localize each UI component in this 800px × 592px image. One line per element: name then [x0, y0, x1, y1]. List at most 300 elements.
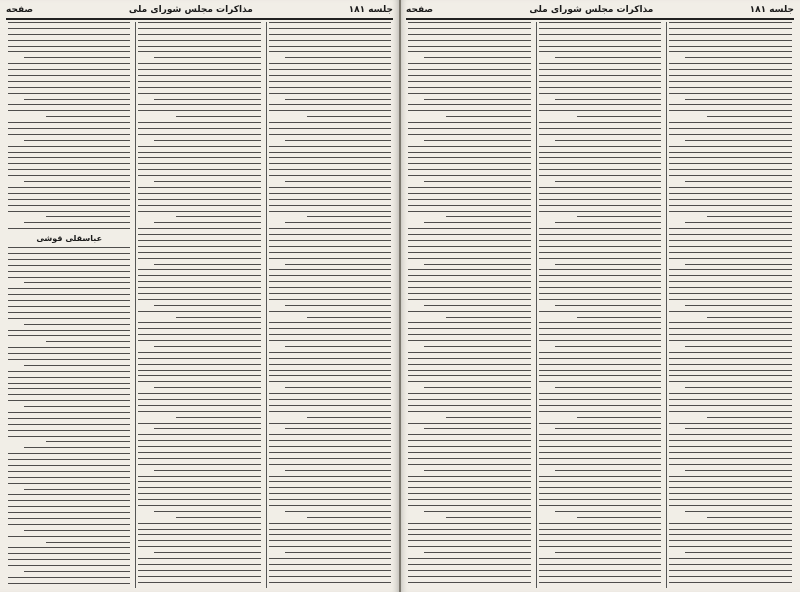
- text-line: [424, 264, 531, 265]
- text-line: [8, 81, 130, 82]
- text-line: [446, 216, 531, 217]
- text-line: [176, 317, 260, 318]
- text-line: [539, 411, 662, 412]
- text-line: [539, 322, 662, 323]
- text-line: [138, 28, 260, 29]
- text-line: [555, 428, 662, 429]
- text-line: [669, 534, 792, 535]
- text-line: [8, 93, 130, 94]
- text-column: [135, 22, 262, 588]
- text-line: [685, 305, 792, 306]
- text-line: [285, 99, 391, 100]
- text-line: [408, 258, 531, 259]
- text-line: [138, 399, 260, 400]
- text-line: [8, 122, 130, 123]
- text-line: [669, 328, 792, 329]
- text-line: [8, 388, 130, 389]
- text-line: [138, 328, 260, 329]
- text-line: [408, 163, 531, 164]
- text-line: [577, 317, 662, 318]
- text-line: [269, 499, 391, 500]
- text-line: [269, 258, 391, 259]
- text-line: [539, 193, 662, 194]
- text-line: [24, 181, 130, 182]
- text-line: [307, 417, 391, 418]
- text-line: [408, 352, 531, 353]
- right-publication-title: مذاکرات مجلس شورای ملی: [529, 5, 654, 15]
- text-line: [8, 104, 130, 105]
- text-line: [154, 552, 260, 553]
- text-line: [269, 51, 391, 52]
- text-line: [269, 122, 391, 123]
- text-line: [138, 75, 260, 76]
- text-line: [138, 546, 260, 547]
- text-line: [269, 104, 391, 105]
- text-line: [24, 571, 130, 572]
- text-line: [408, 157, 531, 158]
- text-line: [669, 370, 792, 371]
- text-line: [669, 163, 792, 164]
- text-line: [555, 470, 662, 471]
- text-line: [669, 322, 792, 323]
- text-line: [539, 157, 662, 158]
- text-column: [266, 22, 393, 588]
- text-line: [269, 352, 391, 353]
- text-line: [669, 576, 792, 577]
- text-line: [539, 187, 662, 188]
- text-line: [555, 222, 662, 223]
- text-line: [46, 441, 130, 442]
- text-line: [46, 542, 130, 543]
- text-line: [154, 140, 260, 141]
- text-line: [669, 169, 792, 170]
- text-line: [555, 57, 662, 58]
- text-line: [669, 75, 792, 76]
- text-line: [539, 505, 662, 506]
- text-line: [269, 246, 391, 247]
- text-line: [539, 228, 662, 229]
- text-line: [539, 81, 662, 82]
- text-line: [408, 75, 531, 76]
- text-line: [269, 211, 391, 212]
- text-line: [577, 116, 662, 117]
- text-line: [539, 546, 662, 547]
- text-line: [8, 347, 130, 348]
- text-line: [138, 411, 260, 412]
- text-line: [138, 128, 260, 129]
- text-line: [8, 211, 130, 212]
- text-line: [154, 428, 260, 429]
- text-line: [269, 334, 391, 335]
- text-line: [669, 546, 792, 547]
- text-line: [408, 281, 531, 282]
- text-line: [669, 287, 792, 288]
- right-session-number: جلسه ۱۸۱: [749, 5, 794, 15]
- text-line: [138, 169, 260, 170]
- text-line: [8, 247, 130, 248]
- text-line: [669, 63, 792, 64]
- text-line: [269, 163, 391, 164]
- text-line: [138, 193, 260, 194]
- text-line: [269, 63, 391, 64]
- text-line: [154, 511, 260, 512]
- text-line: [24, 282, 130, 283]
- text-line: [539, 128, 662, 129]
- text-line: [539, 199, 662, 200]
- text-line: [408, 228, 531, 229]
- text-line: [669, 452, 792, 453]
- text-line: [446, 517, 531, 518]
- text-line: [269, 446, 391, 447]
- text-line: [669, 481, 792, 482]
- text-line: [669, 81, 792, 82]
- text-line: [408, 564, 531, 565]
- text-line: [408, 240, 531, 241]
- text-line: [154, 387, 260, 388]
- text-line: [408, 69, 531, 70]
- text-line: [669, 505, 792, 506]
- text-line: [539, 75, 662, 76]
- text-line: [138, 487, 260, 488]
- text-line: [424, 428, 531, 429]
- text-line: [285, 428, 391, 429]
- text-line: [707, 216, 792, 217]
- text-line: [539, 175, 662, 176]
- text-line: [669, 393, 792, 394]
- text-line: [138, 63, 260, 64]
- text-line: [539, 564, 662, 565]
- text-line: [138, 246, 260, 247]
- text-line: [8, 277, 130, 278]
- text-line: [669, 87, 792, 88]
- text-line: [8, 294, 130, 295]
- text-line: [408, 22, 531, 23]
- text-line: [408, 146, 531, 147]
- text-line: [669, 110, 792, 111]
- text-line: [685, 346, 792, 347]
- text-line: [138, 211, 260, 212]
- text-line: [138, 275, 260, 276]
- text-line: [269, 328, 391, 329]
- text-line: [285, 387, 391, 388]
- text-line: [24, 99, 130, 100]
- text-line: [24, 489, 130, 490]
- text-line: [138, 93, 260, 94]
- text-line: [539, 487, 662, 488]
- text-line: [8, 335, 130, 336]
- text-line: [138, 51, 260, 52]
- text-line: [408, 582, 531, 583]
- text-line: [176, 517, 260, 518]
- text-line: [539, 493, 662, 494]
- text-line: [8, 500, 130, 501]
- text-line: [539, 311, 662, 312]
- text-line: [539, 163, 662, 164]
- text-line: [154, 99, 260, 100]
- text-line: [8, 288, 130, 289]
- text-line: [8, 483, 130, 484]
- text-line: [685, 140, 792, 141]
- text-line: [138, 175, 260, 176]
- text-line: [539, 269, 662, 270]
- text-line: [669, 252, 792, 253]
- text-line: [269, 423, 391, 424]
- text-line: [8, 205, 130, 206]
- text-line: [408, 405, 531, 406]
- text-line: [539, 375, 662, 376]
- text-line: [408, 481, 531, 482]
- text-line: [138, 570, 260, 571]
- text-line: [539, 51, 662, 52]
- text-line: [685, 428, 792, 429]
- text-line: [539, 358, 662, 359]
- text-line: [707, 417, 792, 418]
- text-line: [669, 446, 792, 447]
- text-line: [539, 499, 662, 500]
- text-line: [669, 104, 792, 105]
- text-line: [8, 152, 130, 153]
- text-line: [539, 293, 662, 294]
- text-line: [8, 465, 130, 466]
- text-line: [138, 234, 260, 235]
- text-line: [8, 34, 130, 35]
- text-line: [539, 381, 662, 382]
- text-line: [408, 370, 531, 371]
- text-line: [577, 517, 662, 518]
- text-line: [154, 57, 260, 58]
- text-line: [138, 228, 260, 229]
- text-line: [539, 423, 662, 424]
- text-line: [24, 140, 130, 141]
- text-line: [138, 157, 260, 158]
- text-line: [669, 258, 792, 259]
- text-line: [539, 540, 662, 541]
- text-line: [408, 534, 531, 535]
- text-line: [8, 424, 130, 425]
- text-line: [408, 104, 531, 105]
- text-line: [707, 116, 792, 117]
- text-line: [138, 440, 260, 441]
- text-line: [408, 293, 531, 294]
- text-line: [408, 364, 531, 365]
- text-line: [269, 175, 391, 176]
- text-line: [269, 458, 391, 459]
- text-line: [269, 240, 391, 241]
- text-line: [408, 134, 531, 135]
- text-line: [269, 505, 391, 506]
- text-line: [408, 393, 531, 394]
- text-line: [669, 458, 792, 459]
- text-line: [669, 411, 792, 412]
- text-line: [138, 405, 260, 406]
- text-line: [539, 63, 662, 64]
- text-line: [269, 487, 391, 488]
- text-line: [539, 69, 662, 70]
- text-line: [408, 487, 531, 488]
- text-line: [269, 128, 391, 129]
- text-line: [8, 146, 130, 147]
- text-line: [408, 558, 531, 559]
- text-line: [138, 529, 260, 530]
- text-line: [539, 234, 662, 235]
- text-line: [408, 252, 531, 253]
- text-line: [269, 582, 391, 583]
- text-line: [539, 364, 662, 365]
- text-line: [269, 399, 391, 400]
- text-line: [269, 69, 391, 70]
- text-line: [8, 471, 130, 472]
- text-line: [138, 187, 260, 188]
- text-line: [555, 264, 662, 265]
- text-line: [269, 187, 391, 188]
- text-line: [269, 540, 391, 541]
- text-line: [669, 69, 792, 70]
- text-line: [8, 436, 130, 437]
- text-line: [138, 505, 260, 506]
- text-line: [539, 46, 662, 47]
- text-line: [285, 511, 391, 512]
- text-line: [669, 175, 792, 176]
- text-line: [8, 418, 130, 419]
- text-line: [408, 529, 531, 530]
- text-line: [138, 69, 260, 70]
- text-line: [138, 464, 260, 465]
- text-line: [285, 470, 391, 471]
- text-line: [269, 375, 391, 376]
- text-line: [8, 187, 130, 188]
- text-line: [8, 46, 130, 47]
- text-line: [408, 299, 531, 300]
- right-page-header: [406, 2, 794, 18]
- text-line: [269, 322, 391, 323]
- text-line: [8, 271, 130, 272]
- text-line: [539, 252, 662, 253]
- text-line: [555, 552, 662, 553]
- text-line: [269, 46, 391, 47]
- text-line: [685, 181, 792, 182]
- text-line: [8, 330, 130, 331]
- text-line: [8, 359, 130, 360]
- text-line: [685, 552, 792, 553]
- text-line: [8, 547, 130, 548]
- text-line: [539, 258, 662, 259]
- text-line: [669, 187, 792, 188]
- text-line: [138, 110, 260, 111]
- text-line: [669, 211, 792, 212]
- text-line: [138, 81, 260, 82]
- text-line: [138, 205, 260, 206]
- text-line: [669, 582, 792, 583]
- text-line: [707, 317, 792, 318]
- text-line: [269, 576, 391, 577]
- text-line: [446, 317, 531, 318]
- text-line: [138, 293, 260, 294]
- text-line: [408, 275, 531, 276]
- text-line: [8, 377, 130, 378]
- text-line: [669, 423, 792, 424]
- text-line: [539, 240, 662, 241]
- text-line: [269, 476, 391, 477]
- text-line: [138, 311, 260, 312]
- text-line: [138, 352, 260, 353]
- text-line: [424, 346, 531, 347]
- text-line: [669, 134, 792, 135]
- text-line: [408, 187, 531, 188]
- text-line: [408, 464, 531, 465]
- text-line: [8, 312, 130, 313]
- text-line: [669, 269, 792, 270]
- text-line: [408, 199, 531, 200]
- text-line: [138, 576, 260, 577]
- text-line: [269, 558, 391, 559]
- text-line: [269, 193, 391, 194]
- text-line: [138, 370, 260, 371]
- text-line: [424, 470, 531, 471]
- text-line: [138, 40, 260, 41]
- text-line: [408, 51, 531, 52]
- text-line: [424, 140, 531, 141]
- text-line: [539, 287, 662, 288]
- text-line: [269, 340, 391, 341]
- text-line: [138, 299, 260, 300]
- text-line: [669, 152, 792, 153]
- text-line: [138, 269, 260, 270]
- text-line: [269, 434, 391, 435]
- text-line: [8, 51, 130, 52]
- text-line: [424, 57, 531, 58]
- text-line: [8, 157, 130, 158]
- text-line: [269, 546, 391, 547]
- text-line: [269, 464, 391, 465]
- text-line: [669, 352, 792, 353]
- text-line: [685, 99, 792, 100]
- text-line: [269, 22, 391, 23]
- text-line: [269, 381, 391, 382]
- text-line: [8, 553, 130, 554]
- text-line: [669, 405, 792, 406]
- text-line: [539, 104, 662, 105]
- text-line: [24, 406, 130, 407]
- text-line: [24, 365, 130, 366]
- text-line: [285, 305, 391, 306]
- text-line: [424, 552, 531, 553]
- text-line: [269, 405, 391, 406]
- text-line: [269, 152, 391, 153]
- text-line: [269, 493, 391, 494]
- text-line: [8, 400, 130, 401]
- text-line: [154, 346, 260, 347]
- text-line: [424, 99, 531, 100]
- right-text-columns: [406, 22, 794, 588]
- text-line: [539, 169, 662, 170]
- text-line: [408, 246, 531, 247]
- text-line: [24, 57, 130, 58]
- text-line: [539, 558, 662, 559]
- text-line: [138, 381, 260, 382]
- text-line: [269, 93, 391, 94]
- text-line: [8, 228, 130, 229]
- text-line: [669, 34, 792, 35]
- text-line: [269, 523, 391, 524]
- text-line: [669, 311, 792, 312]
- text-line: [685, 57, 792, 58]
- text-line: [669, 558, 792, 559]
- text-line: [269, 234, 391, 235]
- right-page-label: صفحه: [406, 5, 434, 15]
- text-line: [669, 205, 792, 206]
- text-line: [138, 163, 260, 164]
- text-line: [307, 517, 391, 518]
